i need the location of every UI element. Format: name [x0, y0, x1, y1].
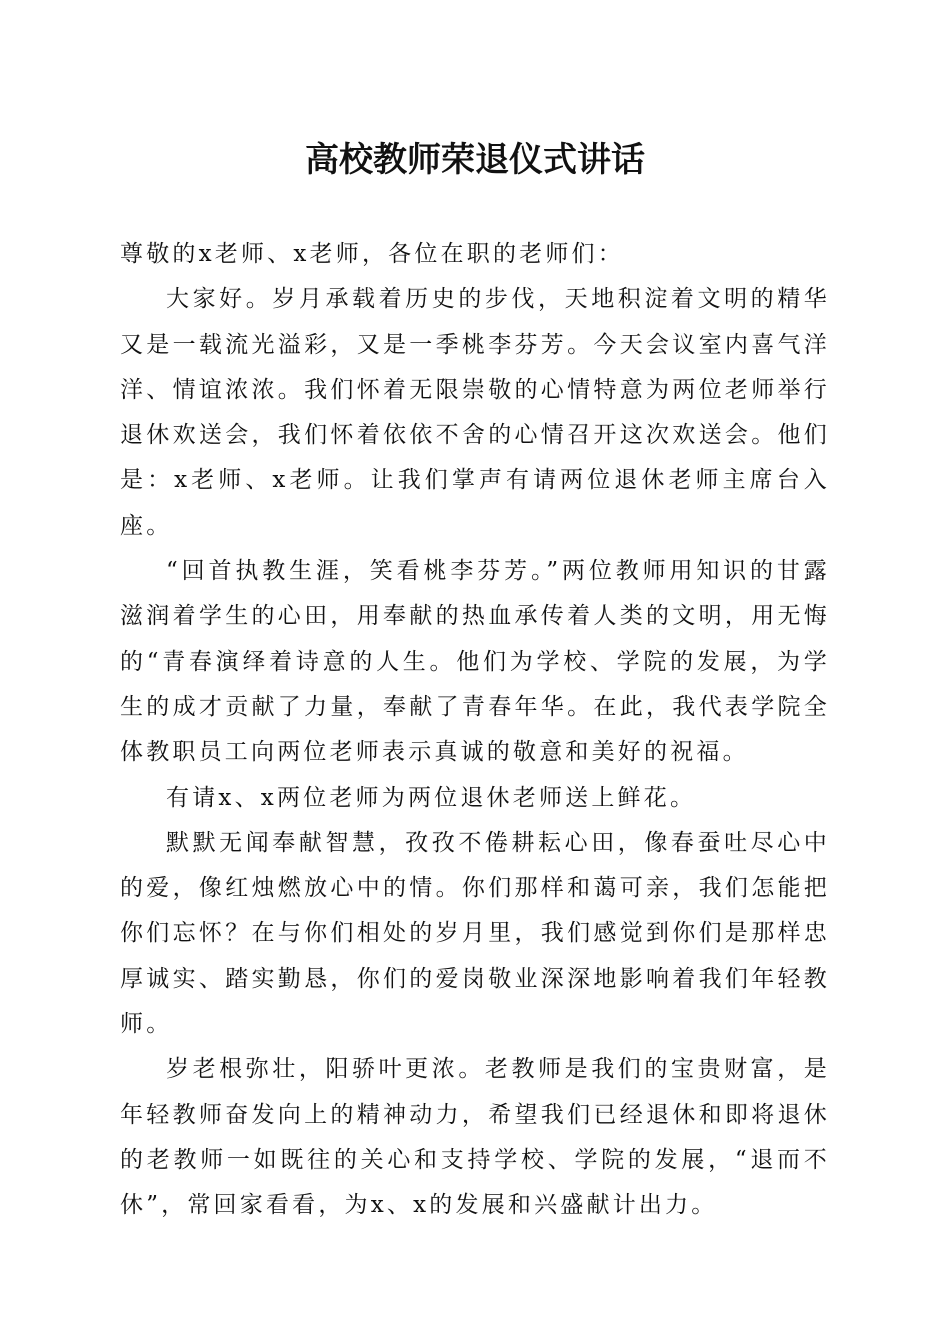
paragraph-2: “回首执教生涯，笑看桃李芬芳。”两位教师用知识的甘露滋润着学生的心田，用奉献的热血承传着人类的文明，用无悔的“青春演绎着诗意的人生。他们为学校、学院的发展，为学生的成才贡献了力量，奉献了青春年华。在此，我代表学院全体教职员工向两位老师表示真诚的敬意和美好的祝福。 — [120, 558, 830, 766]
paragraph-3: 有请x、x两位老师为两位退休老师送上鲜花。 — [166, 784, 697, 811]
salutation: 尊敬的x老师、x老师，各位在职的老师们： — [120, 241, 624, 267]
paragraph-4: 默默无闻奉献智慧，孜孜不倦耕耘心田，像春蚕吐尽心中的爱，像红烛燃放心中的情。你们那样和蔼可亲，我们怎能把你们忘怀？在与你们相处的岁月里，我们感觉到你们是那样忠厚诚实、踏实勤恳，你们的爱岗敬业深深地影响着我们年轻教师。 — [120, 829, 830, 1038]
document-body — [120, 232, 830, 1229]
paragraph-1: 大家好。岁月承载着历史的步伐，天地积淀着文明的精华又是一载流光溢彩，又是一季桃李芬芳。今天会议室内喜气洋洋、情谊浓浓。我们怀着无限崇敬的心情特意为两位老师举行退休欢送会，我们怀着依依不舍的心情召开这次欢送会。他们是：x老师、x老师。让我们掌声有请两位退休老师主席台入座。 — [120, 286, 830, 539]
paragraph-5: 岁老根弥壮，阳骄叶更浓。老教师是我们的宝贵财富，是年轻教师奋发向上的精神动力，希望我们已经退休和即将退休的老教师一如既往的关心和支持学校、学院的发展，“退而不休”，常回家看看，为x、x的发展和兴盛献计出力。 — [120, 1056, 830, 1219]
document-title: 高校教师荣退仪式讲话 — [305, 140, 645, 180]
